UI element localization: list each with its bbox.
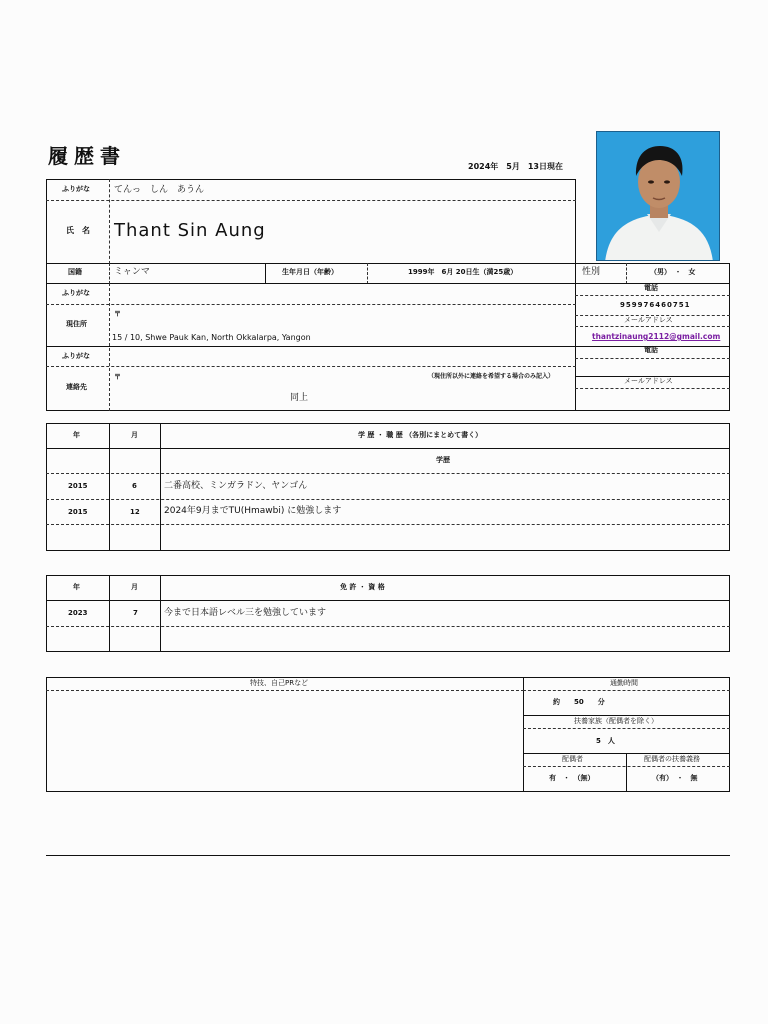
education-row-desc: 2024年9月までTU(Hmawbi) に勉強します [164,506,342,516]
licenses-row-desc: 今まで日本語レベル三を勉強しています [164,608,327,618]
gender-label: 性別 [582,267,601,277]
furigana-label: ふりがな [62,185,90,193]
address-label: 現住所 [66,320,87,328]
page-title: 履歴書 [48,144,126,168]
address-phone-label: 電話 [644,284,658,292]
dependents-label: 扶養家族（配偶者を除く） [574,717,658,725]
commute-label: 通勤時間 [610,679,638,687]
address-furigana-label: ふりがな [62,289,90,297]
spouse-support-label: 配偶者の扶養義務 [644,755,700,763]
contact-email-label: メールアドレス [624,377,673,385]
birth-value: 1999年 6月 20日生（満25歳） [408,268,518,276]
bottom-divider [46,855,730,856]
education-row-month: 6 [132,482,137,490]
portrait-photo [596,131,720,261]
pr-label: 特技、自己PRなど [250,679,309,687]
licenses-row-year: 2023 [68,609,88,617]
extras-block [46,677,730,792]
commute-value: 約 50 分 [553,698,605,706]
address-value: 15 / 10, Shwe Pauk Kan, North Okkalarpa, Yangon [112,333,311,342]
dependents-value: 5 人 [596,737,615,745]
licenses-row-month: 7 [133,609,138,617]
furigana-value: てんっ しん あうん [114,185,205,195]
education-col-month: 月 [131,431,138,439]
licenses-col-month: 月 [131,583,138,591]
name-label: 氏 名 [66,226,90,235]
education-row-desc: 二番高校、ミンガラドン、ヤンゴん [164,481,308,491]
birth-label: 生年月日（年齢） [282,268,338,276]
contact-phone-label: 電話 [644,346,658,354]
contact-postal-mark: 〒 [114,373,121,381]
address-email-label: メールアドレス [624,316,673,324]
licenses-col-desc: 免 許 ・ 資 格 [340,583,385,591]
education-row-year: 2015 [68,508,88,516]
address-phone-value: 959976460751 [620,301,691,309]
nationality-label: 国籍 [68,268,82,276]
date-label: 2024年 5月 13日現在 [468,162,563,171]
address-email-value[interactable]: thantzinaung2112@gmail.com [592,332,721,341]
contact-note: （現住所以外に連絡を希望する場合のみ記入） [428,373,555,380]
licenses-col-year: 年 [73,583,80,591]
contact-furigana-label: ふりがな [62,352,90,360]
contact-label: 連絡先 [66,383,87,391]
address-postal-mark: 〒 [114,310,121,318]
education-col-year: 年 [73,431,80,439]
education-row-year: 2015 [68,482,88,490]
spouse-support-value: （有） ・ 無 [652,774,698,782]
spouse-label: 配偶者 [562,755,583,763]
education-table [46,423,730,551]
education-row-month: 12 [130,508,140,516]
spouse-value: 有 ・ （無） [549,774,595,782]
gender-value: （男） ・ 女 [650,268,696,276]
education-col-desc: 学 歴 ・ 職 歴 （各別にまとめて書く） [358,431,483,439]
licenses-table [46,575,730,652]
education-section-label: 学歴 [436,456,450,464]
nationality-value: ミャンマ [114,267,150,277]
name-value: Thant Sin Aung [114,220,266,241]
contact-same-as: 同上 [290,393,309,403]
